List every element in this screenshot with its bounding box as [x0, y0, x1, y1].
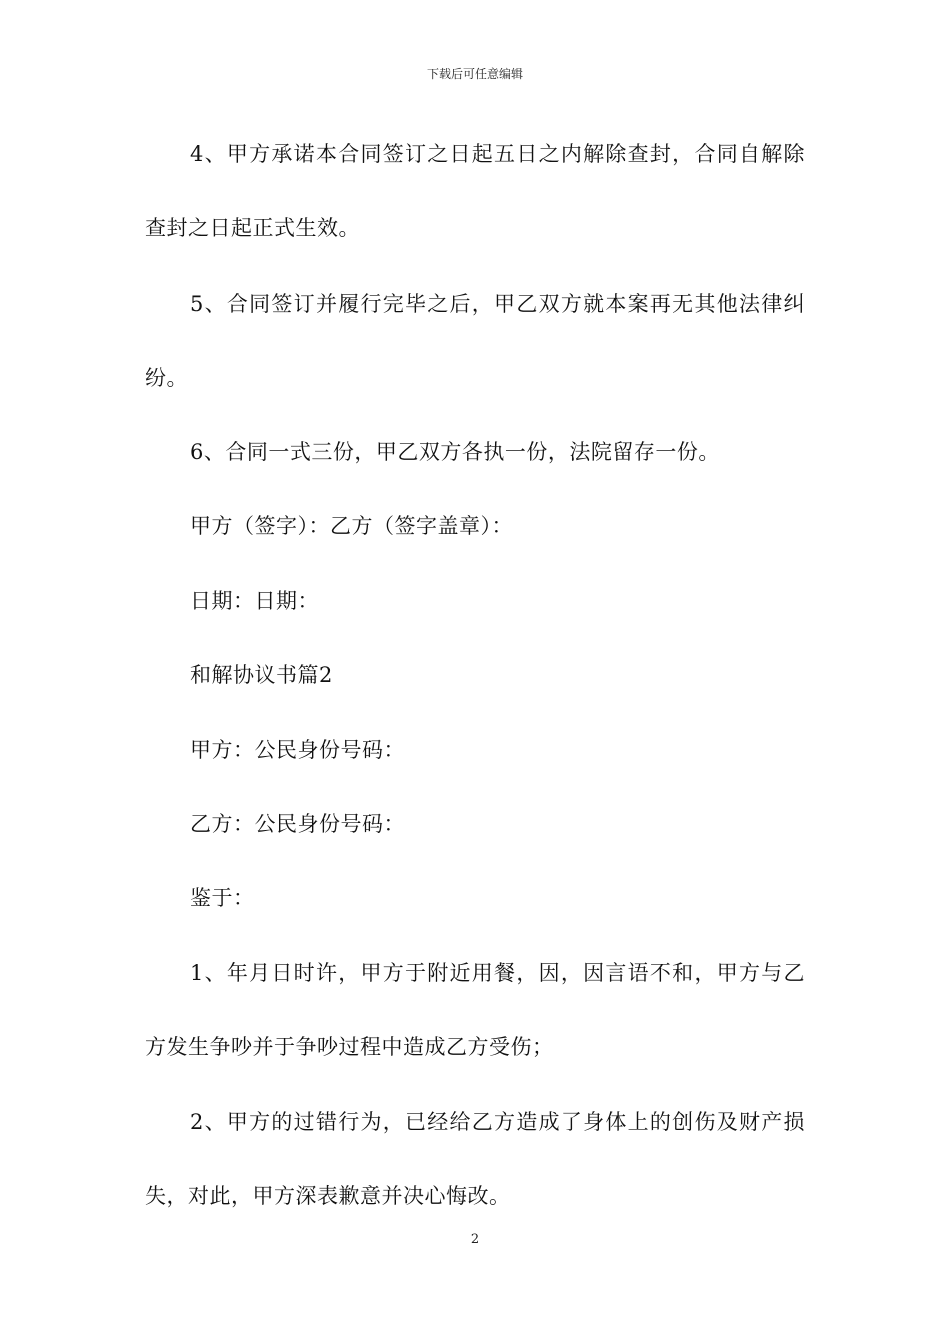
page-number: 2	[470, 1232, 480, 1247]
section-title: 和解协议书篇2	[190, 663, 333, 687]
clause-2-line-1: 2、甲方的过错行为，已经给乙方造成了身体上的创伤及财产损	[190, 1110, 805, 1134]
page-header: 下载后可任意编辑	[426, 67, 523, 81]
paragraph-5-line-1: 5、合同签订并履行完毕之后，甲乙双方就本案再无其他法律纠	[190, 292, 805, 316]
whereas-line: 鉴于：	[190, 886, 255, 910]
clause-2-line-2: 失，对此，甲方深表歉意并决心悔改。	[145, 1184, 511, 1208]
clause-1-line-1: 1、年月日时许，甲方于附近用餐，因，因言语不和，甲方与乙	[190, 961, 805, 985]
paragraph-4-line-1: 4、甲方承诺本合同签订之日起五日之内解除查封，合同自解除	[190, 142, 805, 166]
clause-1-line-2: 方发生争吵并于争吵过程中造成乙方受伤；	[145, 1035, 554, 1059]
paragraph-5-line-2: 纷。	[145, 366, 188, 390]
date-line: 日期：日期：	[190, 589, 319, 613]
party-a-line: 甲方：公民身份号码：	[190, 738, 405, 762]
party-b-line: 乙方：公民身份号码：	[190, 812, 405, 836]
signature-line: 甲方（签字）：乙方（签字盖章）：	[190, 514, 513, 538]
paragraph-6: 6、合同一式三份，甲乙双方各执一份，法院留存一份。	[190, 440, 720, 464]
paragraph-4-line-2: 查封之日起正式生效。	[145, 216, 360, 240]
